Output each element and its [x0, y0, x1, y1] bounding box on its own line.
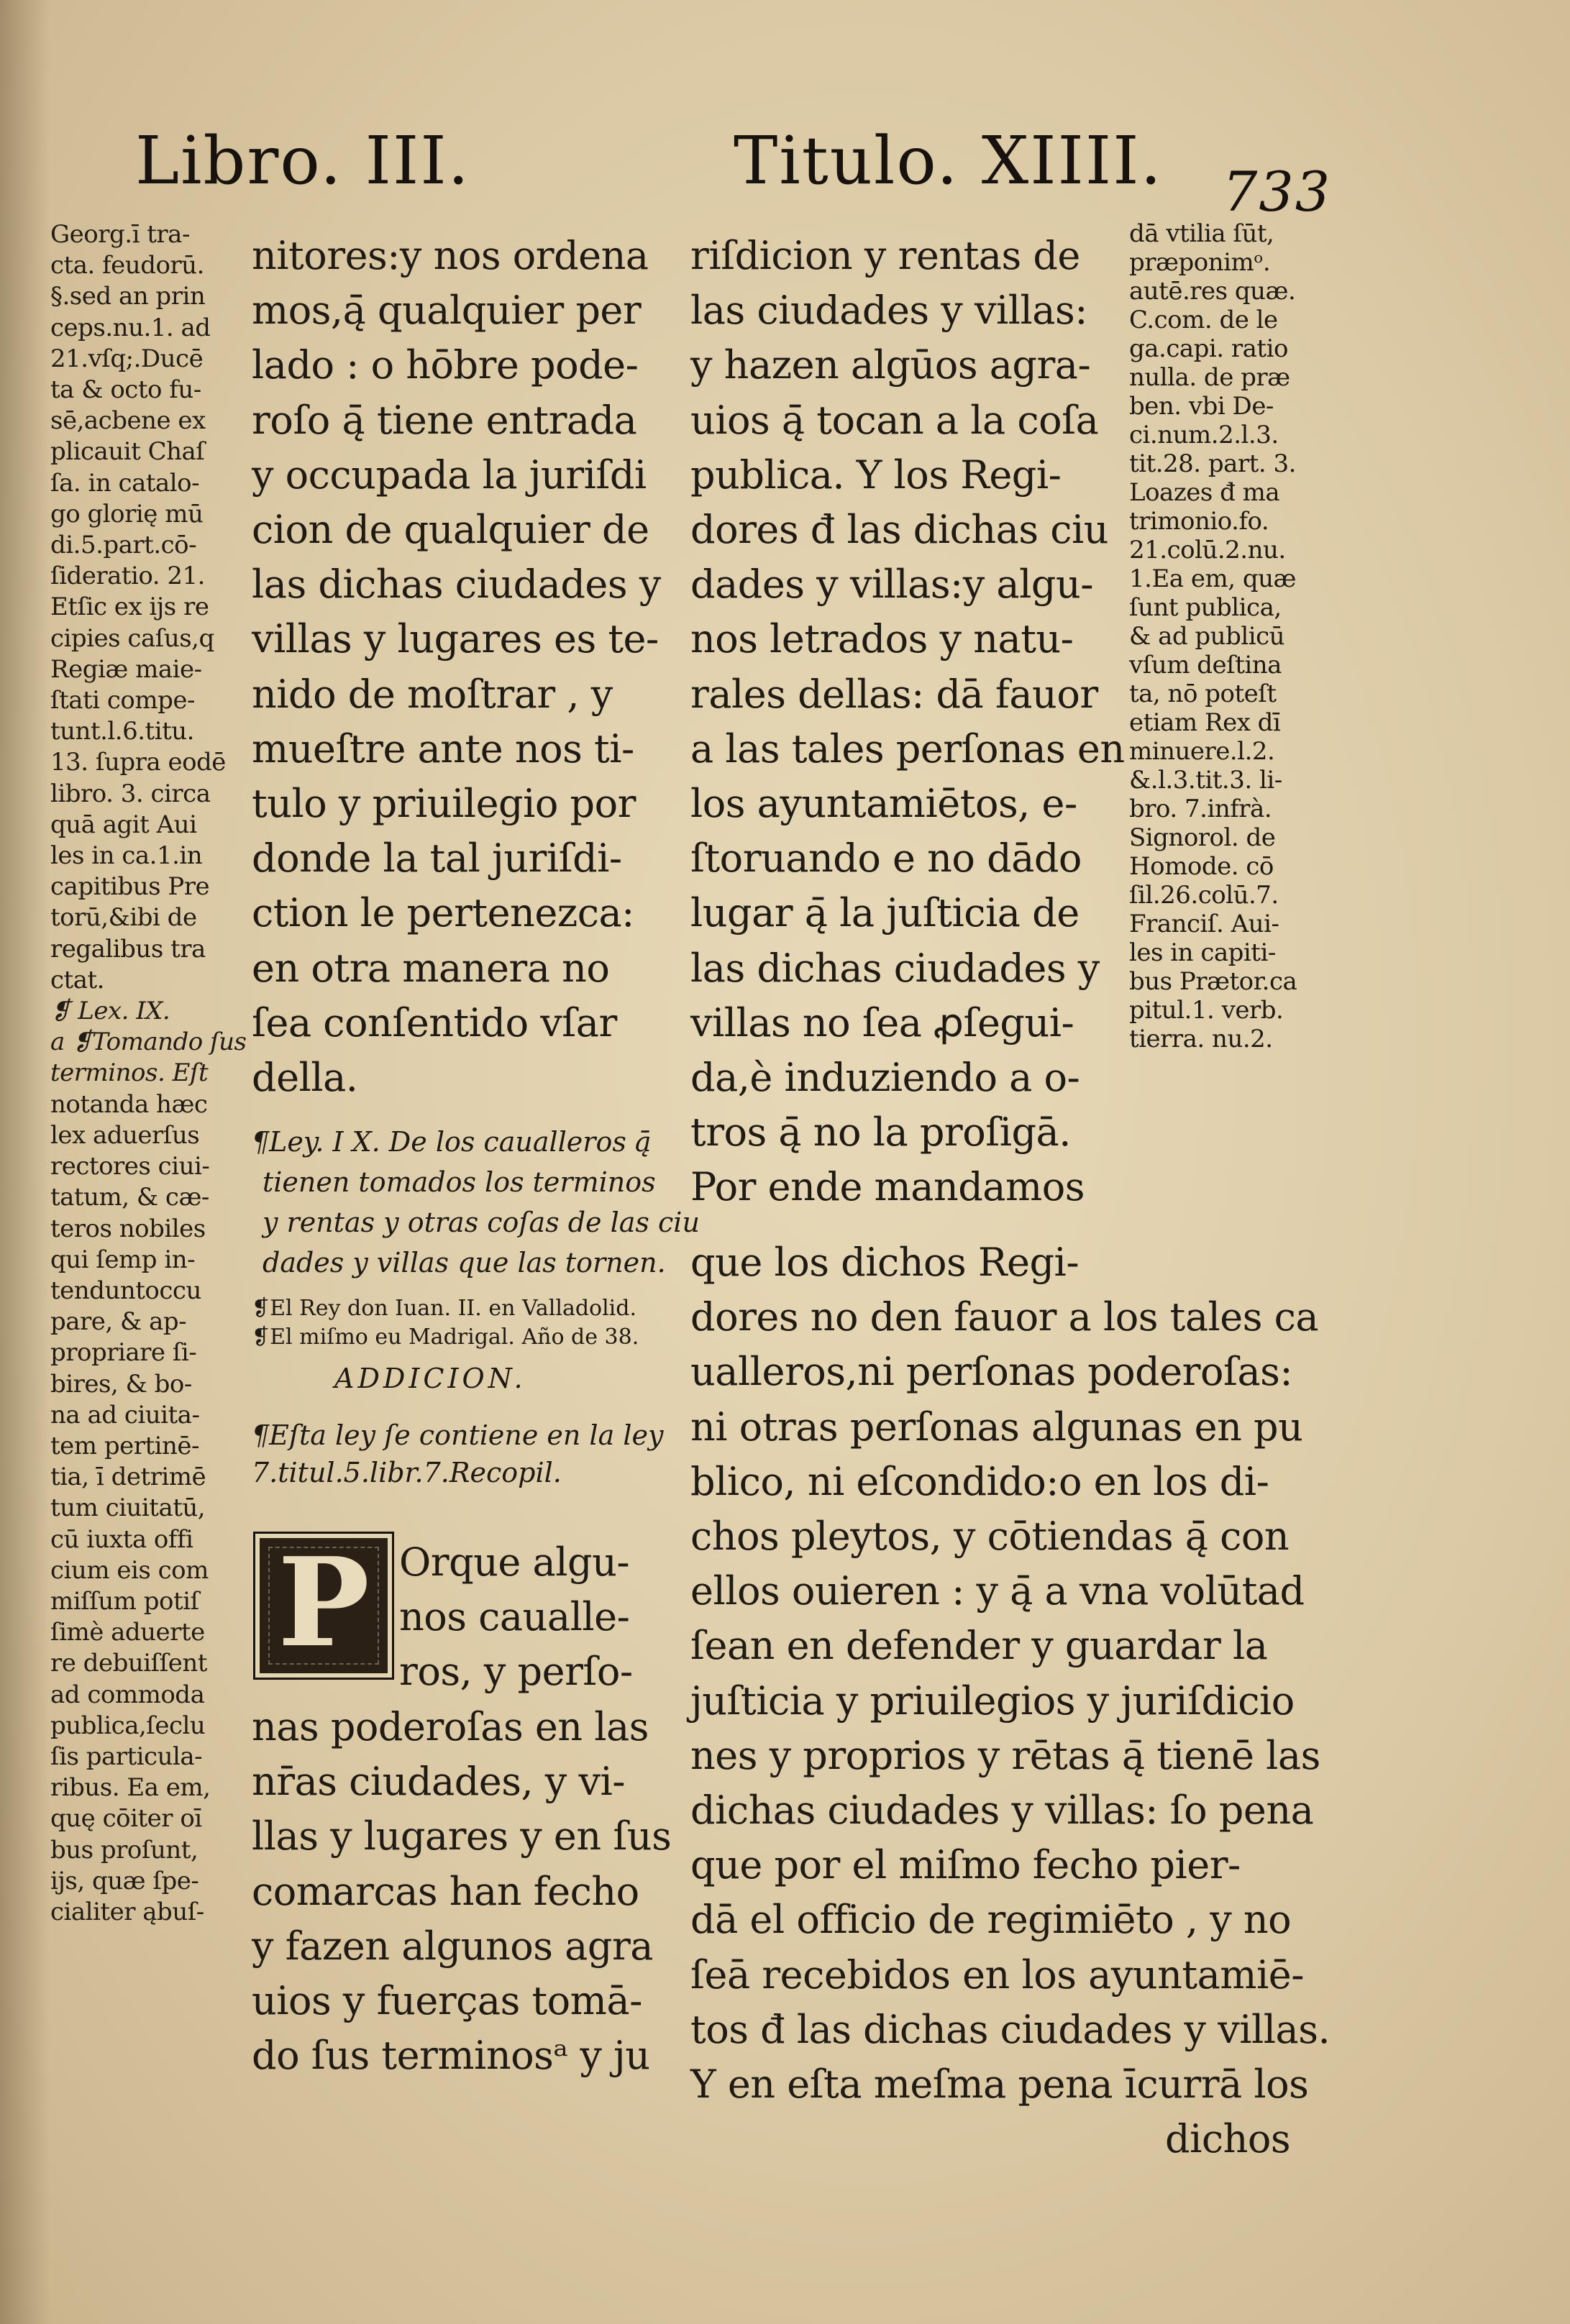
text-line: las dichas ciudades y	[252, 562, 661, 608]
text-line: las dichas ciudades y	[690, 945, 1100, 991]
source-note: ❡El miſmo eu Madrigal. Año de 38.	[252, 1325, 639, 1350]
gloss-line: bus proſunt,	[50, 1835, 198, 1865]
gloss-line: bus Prætor.ca	[1129, 967, 1297, 996]
source-notes	[252, 1294, 654, 1352]
text-line: publica. Y los Regi-	[690, 452, 1062, 498]
gloss-line: Signorol. de	[1129, 823, 1276, 852]
text-line: ſeā recebidos en los ayuntamiē-	[690, 1952, 1304, 1998]
text-line: ſtoruando e no dādo	[690, 836, 1082, 882]
text-line: dores đ las dichas ciu	[690, 507, 1109, 553]
text-line: a las tales perſonas en	[690, 726, 1125, 772]
text-line: dades y villas:y algu-	[690, 562, 1093, 608]
gloss-line: minuere.l.2.	[1129, 737, 1275, 766]
gloss-line: quę cōiter oī	[50, 1804, 202, 1834]
gloss-line: autē.res quæ.	[1129, 277, 1296, 306]
gloss-line: cta. feudorū.	[50, 251, 204, 280]
gloss-line: bro. 7.infrà.	[1129, 795, 1272, 823]
gloss-line: tem pertinē-	[50, 1431, 200, 1460]
text-line: ſea conſentido vſar	[252, 999, 617, 1046]
gloss-line: nulla. de præ	[1129, 363, 1290, 392]
text-line: y occupada la juriſdi	[252, 452, 647, 498]
gloss-line: libro. 3. circa	[50, 779, 211, 808]
gloss-line: rectores ciui-	[50, 1152, 210, 1181]
text-line: llas y lugares y en ſus	[252, 1813, 672, 1859]
gloss-line: terminos. Eſt	[50, 1058, 209, 1088]
text-line: roſo ą̄ tiene entrada	[252, 397, 637, 443]
text-line: Y en eſta meſma pena īcurrā los	[690, 2062, 1309, 2108]
gloss-line: pitul.1. verb.	[1129, 996, 1284, 1025]
gloss-line: ſa. in catalo-	[50, 468, 200, 498]
text-line: tos đ las dichas ciudades y villas.	[690, 2006, 1331, 2052]
text-line: mos,ą̄ qualquier per	[252, 288, 642, 334]
addicion-text	[252, 1417, 664, 1491]
gloss-line: Etſic ex ijs re	[50, 593, 209, 622]
text-line: ellos ouieren : y ą̄ a vna volūtad	[690, 1568, 1305, 1614]
binding-shadow	[0, 0, 50, 2324]
gloss-line: trimonio.fo.	[1129, 507, 1269, 536]
text-line: Orque algu-	[399, 1540, 630, 1585]
text-line: rales dellas: dā fauor	[690, 671, 1098, 717]
gloss-line: Loazes đ ma	[1129, 478, 1280, 507]
gloss-line: Franciſ. Aui-	[1129, 910, 1279, 938]
gloss-line: les in ca.1.in	[50, 841, 203, 871]
text-line: ction le pertenezca:	[252, 890, 634, 936]
gloss-line: ben. vbi De-	[1129, 392, 1274, 421]
gloss-line: qui ſemp in-	[50, 1245, 196, 1274]
text-beside-initial	[399, 1535, 651, 1700]
text-line: nido de moſtrar , y	[252, 671, 613, 717]
gloss-line: &.l.3.tit.3. li-	[1129, 766, 1282, 795]
gloss-line: 21.colū.2.nu.	[1129, 536, 1286, 564]
gloss-line: tenduntoccu	[50, 1276, 201, 1305]
text-line: dichas ciudades y villas: ſo pena	[690, 1788, 1314, 1834]
gloss-line: ſideratio. 21.	[50, 562, 205, 591]
gloss-line: ceps.nu.1. ad	[50, 313, 211, 342]
running-head-book: Libro. III.	[135, 122, 470, 199]
gloss-line: regalibus tra	[50, 934, 206, 964]
gloss-line: torū,&ibi de	[50, 903, 197, 933]
gloss-line: præponimᵒ.	[1129, 248, 1271, 277]
gloss-line: tierra. nu.2.	[1129, 1025, 1273, 1053]
gloss-line: re debuiſſent	[50, 1649, 207, 1678]
gloss-line: propriare ſi-	[50, 1338, 197, 1368]
text-line: y hazen algūos agra-	[690, 342, 1091, 388]
folio-number: 733	[1223, 160, 1332, 224]
gloss-line: a ❡Tomando ſus	[50, 1028, 247, 1057]
gloss-line: ſis particula-	[50, 1742, 203, 1771]
gloss-line: ta, nō poteſt	[1129, 680, 1277, 708]
gloss-line: cipies caſus,q	[50, 623, 214, 653]
text-line: juſticia y priuilegios y juriſdicio	[690, 1678, 1295, 1724]
gloss-lex-heading: ❡ Lex. IX.	[50, 997, 170, 1026]
gloss-line: bires, & bo-	[50, 1369, 192, 1399]
gloss-line: ſimè aduerte	[50, 1618, 205, 1647]
gloss-line: dā vtilia ſūt,	[1129, 219, 1274, 248]
gloss-line: ga.capi. ratio	[1129, 334, 1288, 363]
gloss-line: ctat.	[50, 965, 104, 994]
gloss-line: les in capiti-	[1129, 938, 1276, 967]
text-line: nas poderoſas en las	[252, 1704, 649, 1749]
gloss-line: ribus. Ea em,	[50, 1773, 211, 1803]
text-line: cion de qualquier de	[252, 507, 649, 553]
addicion-line: ¶Eſta ley ſe contiene en la ley	[252, 1419, 664, 1451]
gloss-line: ad commoda	[50, 1680, 205, 1709]
gloss-line: pare, & ap-	[50, 1307, 187, 1337]
gloss-line: teros nobiles	[50, 1214, 206, 1243]
text-line: ni otras perſonas algunas en pu	[690, 1404, 1303, 1450]
rubric-line: ¶Ley. I X. De los caualleros ą̄	[252, 1126, 652, 1158]
text-line: los ayuntamiētos, e-	[690, 781, 1077, 827]
gloss-line: cium eis com	[50, 1555, 209, 1585]
text-line: ſean en defender y guardar la	[690, 1623, 1268, 1669]
text-line: nos caualle-	[399, 1594, 630, 1640]
text-line: que los dichos Regi-	[690, 1240, 1080, 1285]
text-column-1-bottom	[252, 1700, 672, 2083]
law-rubric	[252, 1122, 700, 1283]
gloss-line: na ad ciuita-	[50, 1400, 200, 1429]
gloss-line: 13. ſupra eodē	[50, 748, 226, 777]
text-line: las ciudades y villas:	[690, 288, 1087, 334]
gloss-line: quā agit Aui	[50, 810, 197, 839]
addicion-heading: ADDICION.	[334, 1363, 526, 1394]
gloss-line: etiam Rex dī	[1129, 708, 1281, 737]
text-column-2-bottom	[690, 1235, 1331, 2167]
text-line: uios ą̄ tocan a la coſa	[690, 397, 1099, 443]
rubric-line: tienen tomados los terminos	[263, 1166, 656, 1198]
text-line: villas no ſea ꝓſegui-	[690, 999, 1074, 1046]
gloss-line: Regiæ maie-	[50, 654, 202, 684]
text-line: nes y proprios y rētas ą̄ tienē las	[690, 1732, 1320, 1778]
gloss-line: tum ciuitatū,	[50, 1493, 206, 1523]
gloss-line: Georg.ī tra-	[50, 220, 190, 249]
gloss-line: capitibus Pre	[50, 872, 210, 902]
gloss-line: miſſum potiſ	[50, 1586, 199, 1616]
source-note: ❡El Rey don Iuan. II. en Valladolid.	[252, 1296, 637, 1321]
gloss-line: notanda hæc	[50, 1089, 208, 1119]
text-line: y fazen algunos agra	[252, 1923, 653, 1969]
addicion-line: 7.titul.5.libr.7.Recopil.	[252, 1457, 562, 1488]
text-line: Por ende mandamos	[690, 1164, 1085, 1210]
gloss-line: go glorię mū	[50, 499, 204, 529]
rubric-line: y rentas y otras coſas de las ciu	[263, 1207, 700, 1238]
catchword: dichos	[1165, 2116, 1291, 2162]
running-head-title: Titulo. XIIII.	[734, 122, 1163, 199]
decorated-initial	[253, 1532, 394, 1680]
gloss-line: di.5.part.cō-	[50, 531, 197, 560]
text-line: do ſus terminosᵃ y ju	[252, 2033, 650, 2079]
gloss-line: tia, ī detrimē	[50, 1463, 206, 1492]
text-line: lado : o hōbre pode-	[252, 342, 639, 388]
text-line: tros ą̄ no la proſigā.	[690, 1110, 1071, 1156]
gloss-line: cū iuxta offi	[50, 1524, 193, 1554]
left-marginal-gloss	[50, 219, 247, 1928]
text-line: riſdicion y rentas de	[690, 233, 1080, 278]
gloss-line: ſtati compe-	[50, 686, 195, 715]
text-line: dores no den fauor a los tales ca	[690, 1294, 1319, 1340]
text-column-2-top	[690, 229, 1125, 1215]
gloss-line: publica,ſeclu	[50, 1711, 206, 1740]
gloss-line: lex aduerſus	[50, 1120, 200, 1150]
text-line: blico, ni eſcondido:o en los di-	[690, 1458, 1269, 1504]
gloss-line: 1.Ea em, quæ	[1129, 564, 1296, 593]
text-line: en otra manera no	[252, 945, 610, 991]
text-line: uios y fuerças tomā-	[252, 1978, 642, 2024]
text-column-1-top	[252, 229, 661, 1105]
text-line: villas y lugares es te-	[252, 616, 659, 662]
text-line: lugar ą̄ la juſticia de	[690, 890, 1080, 936]
gloss-line: ci.num.2.l.3.	[1129, 421, 1279, 449]
gloss-line: ſunt publica,	[1129, 593, 1282, 622]
gloss-line: ijs, quæ ſpe-	[50, 1866, 199, 1895]
gloss-line: cialiter ąbuſ-	[50, 1897, 204, 1926]
text-line: comarcas han fecho	[252, 1868, 639, 1914]
gloss-line: vſum deſtina	[1129, 651, 1282, 680]
text-line: ros, y perſo-	[399, 1649, 633, 1695]
text-line: tulo y priuilegio por	[252, 781, 636, 827]
text-line: nos letrados y natu-	[690, 616, 1074, 662]
gloss-line: 21.vſq;.Ducē	[50, 344, 204, 373]
gloss-line: §.sed an prin	[50, 282, 206, 311]
text-line: nitores:y nos ordena	[252, 233, 649, 278]
text-line: que por el miſmo fecho pier-	[690, 1842, 1241, 1888]
gloss-line: sē,acbene ex	[50, 406, 206, 436]
gloss-line: Homode. cō	[1129, 852, 1274, 881]
gloss-line: & ad publicū	[1129, 622, 1285, 651]
text-line: ualleros,ni perſonas poderoſas:	[690, 1349, 1293, 1395]
initial-letter: P	[278, 1531, 370, 1675]
text-line: mueſtre ante nos ti-	[252, 726, 634, 772]
gloss-line: tunt.l.6.titu.	[50, 717, 194, 746]
rubric-line: dades y villas que las tornen.	[263, 1247, 666, 1278]
right-marginal-gloss	[1129, 219, 1316, 1053]
gloss-line: ſil.26.colū.7.	[1129, 881, 1279, 910]
gloss-line: C.com. de le	[1129, 306, 1278, 334]
text-line: dā el officio de regimiēto , y no	[690, 1897, 1292, 1943]
gloss-line: ta & octo fu-	[50, 375, 201, 405]
gloss-line: tit.28. part. 3.	[1129, 449, 1296, 478]
text-line: da,è induziendo a o-	[690, 1055, 1080, 1101]
gloss-line: plicauit Chaſ	[50, 437, 205, 467]
text-line: chos pleytos, y cōtiendas ą̄ con	[690, 1514, 1290, 1560]
gloss-line: tatum, & cæ-	[50, 1183, 209, 1212]
text-line: della.	[252, 1055, 358, 1101]
text-line: donde la tal juriſdi-	[252, 836, 622, 882]
text-line: nr̄as ciudades, y vi-	[252, 1759, 625, 1805]
